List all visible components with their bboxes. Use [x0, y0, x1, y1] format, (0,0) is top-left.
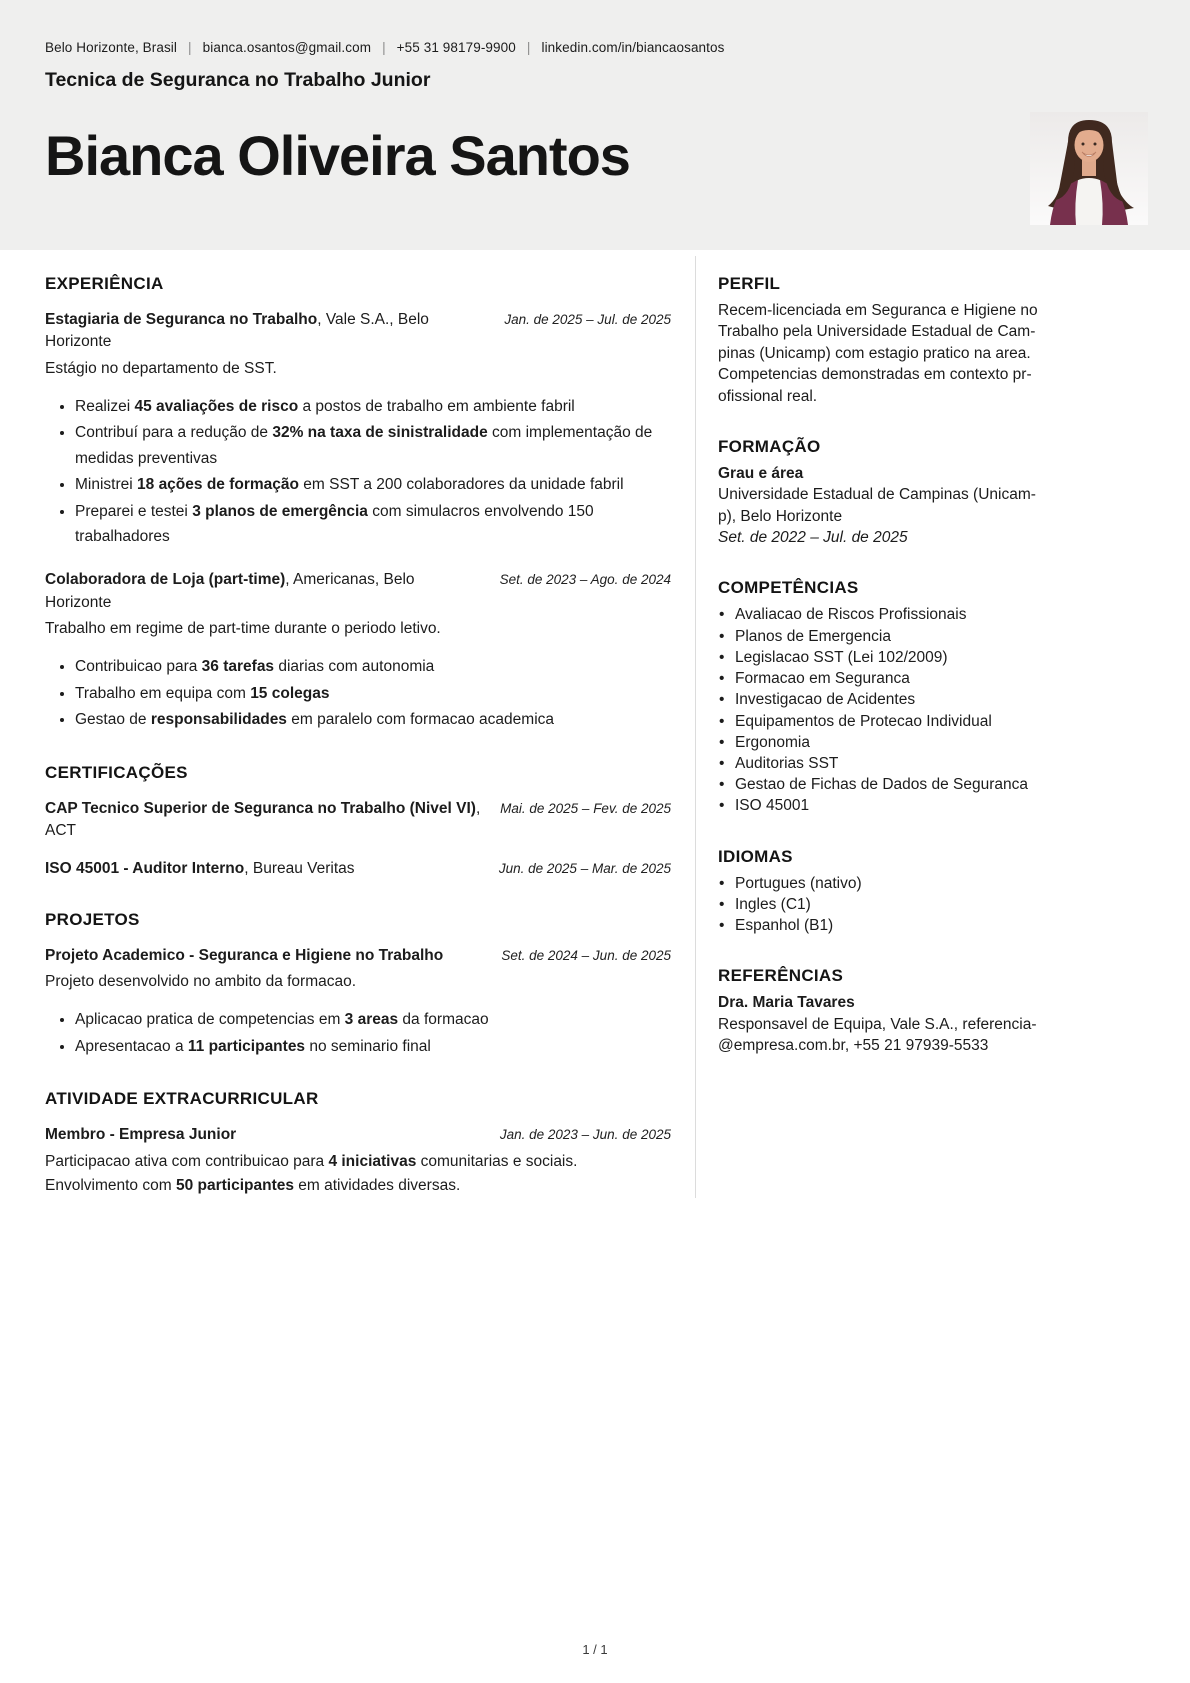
plain-text: Realizei: [75, 397, 135, 415]
person-name: Bianca Oliveira Santos: [45, 124, 630, 187]
resume-header: [0, 0, 1190, 250]
plain-text: em atividades diversas.: [293, 1176, 461, 1194]
bullet-list: [45, 1007, 671, 1059]
entry-heading-row: [45, 309, 671, 354]
plain-text: da formacao: [398, 1011, 489, 1029]
bullet-item: [75, 472, 671, 497]
section-title: IDIOMAS: [718, 846, 793, 866]
sidebar-bullet-item: • Gestao de Fichas de Dados de Seguranca: [718, 774, 1048, 795]
bullet-item: [75, 707, 671, 732]
section-3: [45, 1089, 671, 1198]
emphasis-text: 3 areas: [344, 1011, 399, 1029]
emphasis-text: CAP Tecnico Superior de Seguranca no Trabalho (Nivel VI): [45, 799, 476, 817]
plain-text: Ministrei: [75, 476, 138, 494]
entry-summary: [45, 357, 671, 381]
section-title: ATIVIDADE EXTRACURRICULAR: [45, 1089, 319, 1109]
entry-title: [45, 309, 486, 354]
section-line: Dra. Maria Tavares: [718, 994, 855, 1012]
sidebar-section-1: [718, 437, 1048, 549]
plain-text: , ACT: [45, 799, 481, 840]
bullet-item: [75, 394, 671, 419]
profile-photo: [1030, 112, 1148, 225]
section-line: Responsavel de Equipa, Vale S.A., referencia@empresa.com.br, +55 21 97939-5533: [718, 1015, 1037, 1055]
contact-linkedin: linkedin.com/in/biancaosantos: [541, 40, 725, 55]
entry-title: [45, 569, 482, 614]
plain-text: , Vale S.A., Belo Horizonte: [45, 311, 429, 351]
right-column: [695, 256, 1048, 1198]
contact-separator: |: [382, 40, 386, 55]
sidebar-bullet-item: • Formacao em Seguranca: [718, 668, 1048, 689]
contact-location: Belo Horizonte, Brasil: [45, 40, 178, 55]
plain-text: Gestao de: [75, 711, 151, 729]
bullet-list: [45, 654, 671, 732]
bullet-item: [75, 1007, 671, 1032]
plain-text: a postos de trabalho em ambiente fabril: [298, 397, 575, 415]
plain-text: Trabalho em equipa com: [75, 684, 251, 702]
sidebar-bullet-item: • Portugues (nativo): [718, 873, 1048, 894]
page-indicator: 1 / 1: [582, 1642, 608, 1657]
bullet-item: [75, 681, 671, 706]
contact-email: bianca.osantos@gmail.com: [202, 40, 372, 55]
entry-date: Set. de 2024 – Jun. de 2025: [501, 947, 671, 963]
entry-title: [45, 1124, 236, 1146]
emphasis-text: ISO 45001 - Auditor Interno: [45, 859, 245, 877]
contact-separator: |: [526, 40, 531, 55]
sidebar-bullet-item: • Avaliacao de Riscos Profissionais: [718, 604, 1048, 625]
emphasis-text: 3 planos de emergência: [192, 502, 368, 520]
emphasis-text: 11 participantes: [187, 1037, 306, 1055]
plain-text: Contribuí para a redução de: [75, 424, 273, 442]
plain-text: em SST a 200 colaboradores da unidade fabril: [299, 476, 624, 494]
sidebar-bullet-item: • ISO 45001: [718, 795, 1048, 816]
sidebar-bullet-item: • Ingles (C1): [718, 894, 1048, 915]
emphasis-text: Membro - Empresa Junior: [45, 1126, 237, 1144]
section-0: [45, 274, 671, 733]
bullet-item: [75, 1034, 671, 1059]
content-columns: [0, 256, 1190, 1198]
emphasis-text: 36 tarefas: [201, 658, 275, 676]
section-2: [45, 910, 671, 1059]
emphasis-text: Colaboradora de Loja (part-time): [45, 571, 286, 589]
section-title: EXPERIÊNCIA: [45, 274, 164, 293]
plain-text: Preparei e testei: [75, 502, 193, 520]
entry-date: Jun. de 2025 – Mar. de 2025: [498, 860, 671, 876]
plain-text: comunitarias e sociais. Envolvimento com: [45, 1152, 578, 1194]
sidebar-bullet-item: • Planos de Emergencia: [718, 626, 1048, 647]
plain-text: com simulacros envolvendo 150 trabalhadores: [75, 502, 594, 545]
sidebar-bullet-item: • Legislacao SST (Lei 102/2009): [718, 647, 1048, 668]
section-title: CERTIFICAÇÕES: [45, 762, 188, 782]
plain-text: Aplicacao pratica de competencias em: [75, 1011, 345, 1029]
left-column: [45, 256, 695, 1198]
emphasis-text: Estagiaria de Seguranca no Trabalho: [45, 311, 318, 328]
emphasis-text: 32% na taxa de sinistralidade: [272, 424, 488, 442]
entry-date: Jan. de 2023 – Jun. de 2025: [499, 1127, 671, 1143]
plain-text: diarias com autonomia: [274, 658, 435, 676]
section-title: PERFIL: [718, 274, 781, 293]
contact-separator: |: [188, 40, 192, 55]
plain-text: , Americanas, Belo Horizonte: [45, 571, 415, 611]
entry-summary: [45, 970, 671, 994]
emphasis-text: 4 iniciativas: [328, 1152, 417, 1170]
plain-text: Apresentacao a: [75, 1037, 188, 1055]
entry-summary: [45, 617, 671, 641]
section-title: PROJETOS: [45, 909, 140, 929]
plain-text: em paralelo com formacao academica: [286, 711, 555, 729]
entry-heading-row: [45, 569, 671, 614]
entry-heading-row: [45, 1124, 671, 1146]
section-title: COMPETÊNCIAS: [718, 578, 859, 598]
sidebar-bullet-item: • Espanhol (B1): [718, 915, 1048, 936]
plain-text: Participacao ativa com contribuicao para: [45, 1152, 329, 1170]
sidebar-bullet-item: • Ergonomia: [718, 732, 1048, 753]
plain-text: , Bureau Veritas: [244, 859, 355, 877]
plain-text: com implementação de medidas preventivas: [75, 424, 653, 467]
bullet-item: [75, 499, 671, 550]
bullet-list: [45, 394, 671, 549]
page-footer: [0, 1642, 1190, 1657]
entry-heading-row: [45, 945, 671, 967]
emphasis-text: 15 colegas: [250, 684, 330, 702]
job-title: Tecnica de Seguranca no Trabalho Junior: [45, 69, 431, 91]
emphasis-text: 45 avaliações de risco: [134, 397, 299, 415]
sidebar-section-3: [718, 847, 1048, 937]
sidebar-section-4: [718, 966, 1048, 1056]
section-line: Universidade Estadual de Campinas (Unicamp), Belo Horizonte: [718, 486, 1036, 525]
entry-summary: [45, 1150, 671, 1198]
contact-phone: +55 31 98179-9900: [396, 40, 516, 55]
sidebar-bullet-list: [718, 604, 1048, 816]
sidebar-bullet-item: • Investigacao de Acidentes: [718, 689, 1048, 710]
entry-date: Jan. de 2025 – Jul. de 2025: [504, 312, 671, 327]
section-line: Grau e área: [718, 464, 804, 482]
sidebar-bullet-item: • Equipamentos de Protecao Individual: [718, 711, 1048, 732]
entry-title: [45, 945, 443, 967]
plain-text: Estágio no departamento de SST.: [45, 359, 277, 377]
entry-date: Mai. de 2025 – Fev. de 2025: [500, 800, 671, 816]
emphasis-text: Projeto Academico - Seguranca e Higiene no Trabalho: [45, 946, 444, 964]
sidebar-bullet-item: • Auditorias SST: [718, 753, 1048, 774]
plain-text: Projeto desenvolvido no ambito da formacao.: [45, 973, 357, 991]
bullet-item: [75, 654, 671, 679]
section-line: Set. de 2022 – Jul. de 2025: [718, 529, 908, 546]
section-1: [45, 763, 671, 880]
entry-title: [45, 798, 482, 843]
entry-date: Set. de 2023 – Ago. de 2024: [499, 572, 671, 588]
contact-row: [45, 40, 1145, 55]
emphasis-text: 50 participantes: [175, 1176, 294, 1194]
emphasis-text: 18 ações de formação: [137, 476, 299, 494]
sidebar-section-2: [718, 578, 1048, 816]
entry-heading-row: [45, 858, 671, 880]
entry-title: [45, 858, 355, 880]
section-paragraph: Recem-licenciada em Seguranca e Higiene no Trabalho pela Universidade Estadual de Campinas (Unicamp) com estagio pratico na area. Competencias demonstradas em contexto profissional real.: [718, 302, 1038, 405]
bullet-item: [75, 420, 671, 471]
sidebar-section-0: [718, 274, 1048, 407]
entry-heading-row: [45, 798, 671, 843]
sidebar-bullet-list: [718, 873, 1048, 937]
plain-text: no seminario final: [305, 1037, 431, 1055]
plain-text: Contribuicao para: [75, 658, 202, 676]
section-title: REFERÊNCIAS: [718, 966, 844, 986]
plain-text: Trabalho em regime de part-time durante o periodo letivo.: [45, 620, 441, 638]
section-title: FORMAÇÃO: [718, 436, 821, 456]
emphasis-text: responsabilidades: [150, 711, 287, 729]
